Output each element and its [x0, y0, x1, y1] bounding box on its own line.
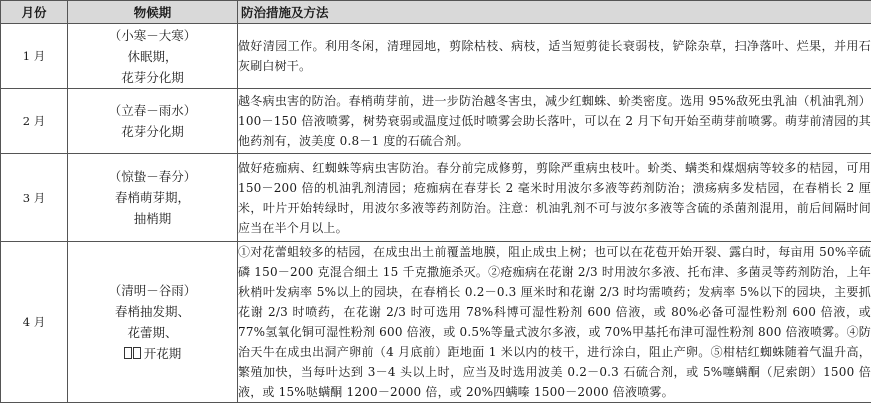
phenology-line: 休眠期，: [68, 46, 237, 67]
phenology-cell: [68, 24, 238, 89]
phenology-line: 春梢抽发期、: [68, 301, 237, 322]
phenology-line: 春梢萌芽期，: [68, 187, 237, 208]
header-phenology: 物候期: [68, 1, 238, 24]
phenology-line-with-glyphs: [68, 343, 237, 364]
method-cell: 越冬病虫害的防治。春梢萌芽前，进一步防治越冬害虫，减少红蜘蛛、蚧类密度。选用 95%敌死虫乳油（机油乳剂）100－150 倍液喷雾，树势衰弱或温度过低时喷雾会助长落叶，可以在 2 月下旬开始至萌芽前喷雾。萌芽前清园的其他药剂有，波美度 0.8－1 度的石硫合剂。: [238, 89, 871, 154]
month-cell: 2 月: [1, 89, 68, 154]
phenology-line: 花芽分化期: [68, 121, 237, 142]
missing-glyph-icon: [124, 346, 142, 361]
phenology-line: （清明－谷雨）: [68, 280, 237, 301]
table-row: [1, 89, 871, 154]
phenology-line: 开花期: [144, 346, 182, 361]
phenology-cell: [68, 89, 238, 154]
method-cell: 做好疮痂病、红蜘蛛等病虫害防治。春分前完成修剪，剪除严重病虫枝叶。蚧类、螨类和煤烟病等较多的桔园，可用 150－200 倍的机油乳剂清园；疮痂病在春芽长 2 毫米时用波尔多液等药剂防治；溃疡病多发桔园，在春梢长 2 厘米，叶片开始转绿时，用波尔多液等药剂防治。注意：机油乳剂不可与波尔多液等含硫的杀菌剂混用，前后间隔时间应当在半个月以上。: [238, 154, 871, 242]
month-cell: 3 月: [1, 154, 68, 242]
table-row: [1, 154, 871, 242]
method-cell: ①对花蕾蛆较多的桔园，在成虫出土前覆盖地膜，阻止成虫上树；也可以在花苞开始开裂、露白时，每亩用 50%辛硫磷 150－200 克混合细土 15 千克撒施杀灭。②疮痂病在花谢 2/3 时用波尔多液、托布津、多菌灵等药剂防治，上年秋梢叶发病率 5%以上的园块，在春梢长 0.2－0.3 厘米时和花谢 2/3 时均需喷药；发病率 5%以下的园块，主要抓花谢 2/3 时喷药，在花谢 2/3 时可选用 78%科博可湿性粉剂 600 倍液，或 80%必备可湿性粉剂 600 倍液，或 77%氢氧化铜可湿性粉剂 600 倍液，或 0.5%等量式波尔多液，或 70%甲基托布津可湿性粉剂 800 倍液喷雾。④防治天牛在成虫出洞产卵前（4 月底前）距地面 1 米以内的枝干，进行涂白，阻止产卵。⑤柑桔红蜘蛛随着气温升高，繁殖加快，当每叶达到 3－4 头以上时，应当及时选用波美 0.2－0.3 石硫合剂，或 5%噻螨酮（尼索朗）1500 倍液，或 15%哒螨酮 1200－2000 倍，或 20%四螨嗪 1500－2000 倍液喷雾。: [238, 242, 871, 403]
table-row: [1, 24, 871, 89]
month-cell: 4 月: [1, 242, 68, 403]
phenology-line: （小寒－大寒）: [68, 25, 237, 46]
method-cell: 做好清园工作。利用冬闲，清理园地，剪除枯枝、病枝，适当短剪徒长衰弱枝，铲除杂草，扫净落叶、烂果，并用石灰刷白树干。: [238, 24, 871, 89]
phenology-cell: [68, 242, 238, 403]
phenology-line: （立春－雨水）: [68, 100, 237, 121]
header-row: [1, 1, 871, 24]
phenology-cell: [68, 154, 238, 242]
header-month: 月份: [1, 1, 68, 24]
phenology-line: （惊蛰－春分）: [68, 166, 237, 187]
header-method: 防治措施及方法: [238, 1, 871, 24]
month-cell: 1 月: [1, 24, 68, 89]
phenology-line: 抽梢期: [68, 208, 237, 229]
table-row: [1, 242, 871, 403]
phenology-line: 花芽分化期: [68, 67, 237, 88]
phenology-line: 花蕾期、: [68, 322, 237, 343]
